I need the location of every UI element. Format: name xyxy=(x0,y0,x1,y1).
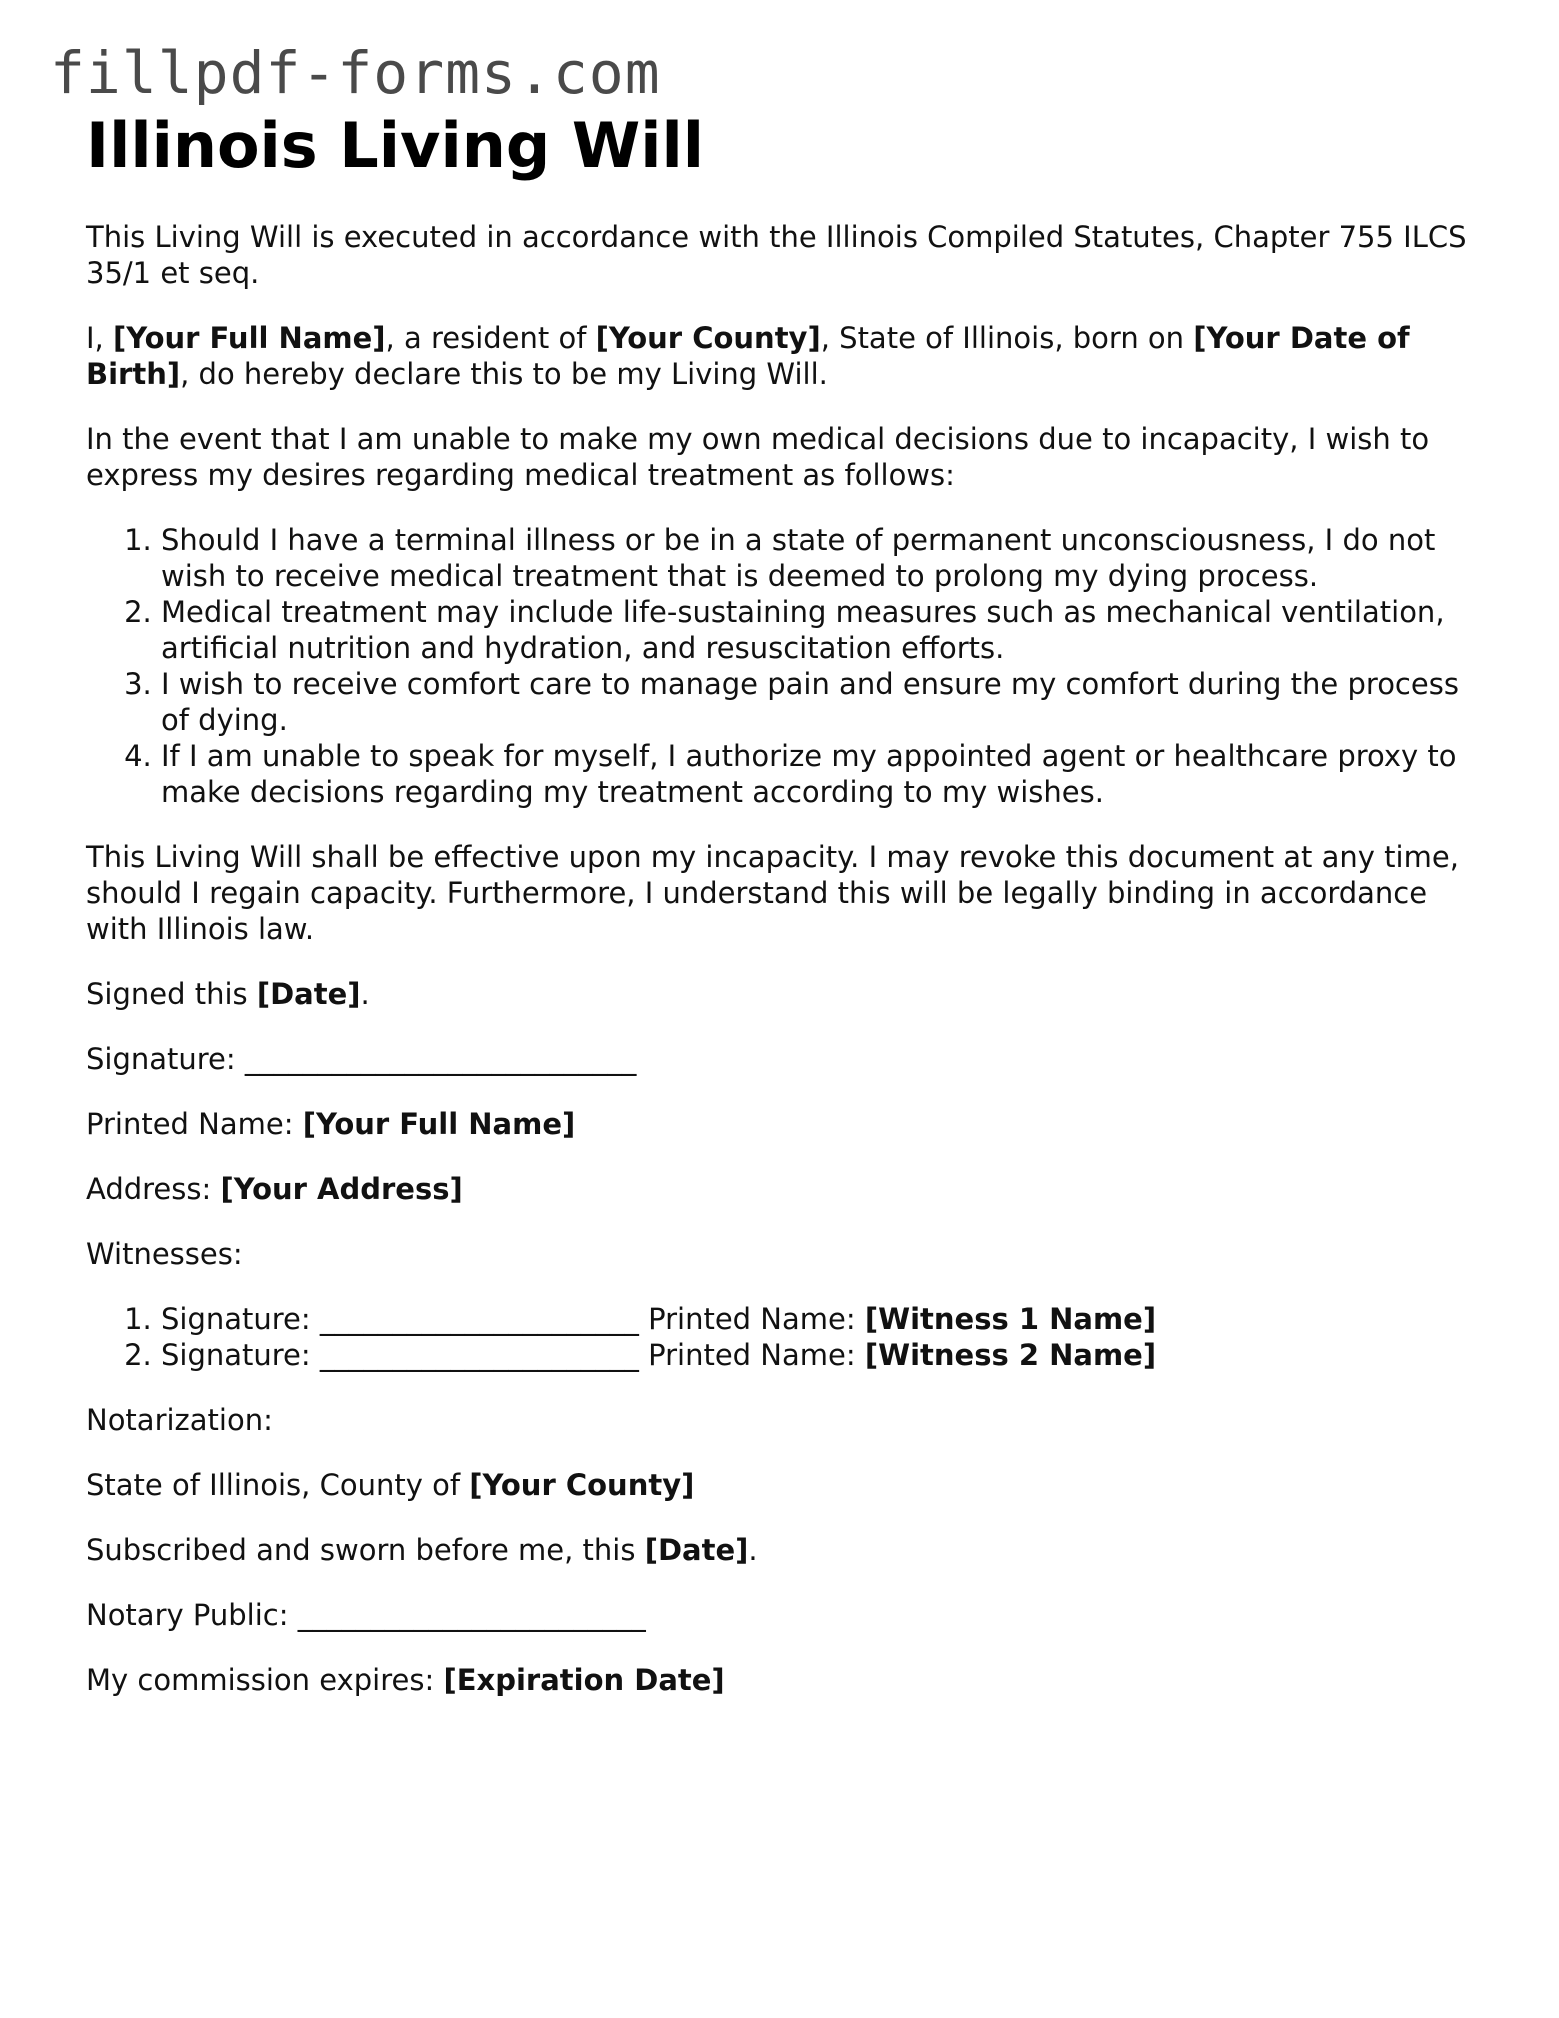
address-label: Address: xyxy=(86,1172,221,1207)
witness-name-label: Printed Name: xyxy=(638,1302,865,1337)
declaration-mid2: , State of Illinois, born on xyxy=(820,321,1194,356)
subscribed-label: Subscribed and sworn before me, this xyxy=(86,1533,645,1568)
notary-line xyxy=(86,1597,1486,1633)
signed-label: Signed this xyxy=(86,977,257,1012)
signature-label: Signature: xyxy=(86,1042,245,1077)
declaration-post: , do hereby declare this to be my Living Will. xyxy=(180,357,828,392)
address-line xyxy=(86,1171,1486,1207)
witness-signature-label: Signature: xyxy=(161,1302,320,1337)
printed-name-placeholder: [Your Full Name] xyxy=(302,1107,576,1142)
witness-item xyxy=(161,1337,1486,1373)
document-title: Illinois Living Will xyxy=(86,109,704,182)
desire-item: 1. Should I have a terminal illness or be in a state of permanent unconsciousness, I do not wish to receive medical treatment that is deemed to prolong my dying process. xyxy=(161,522,1486,594)
effective-paragraph: This Living Will shall be effective upon my incapacity. I may revoke this document at any time, should I regain capacity. Furthermore, I understand this will be legally binding in accordance with Illinois law. xyxy=(86,840,1459,947)
desires-list xyxy=(86,522,1486,810)
signature-blank[interactable]: ___________________________ xyxy=(244,1042,637,1077)
signed-suffix: . xyxy=(360,977,370,1012)
subscribed-date-placeholder: [Date] xyxy=(644,1533,749,1568)
desire-item: 3. I wish to receive comfort care to manage pain and ensure my comfort during the process of dying. xyxy=(161,666,1486,738)
state-county-line xyxy=(86,1467,1486,1503)
witness-name-placeholder: [Witness 2 Name] xyxy=(864,1338,1157,1373)
address-placeholder: [Your Address] xyxy=(220,1172,463,1207)
expiration-date-placeholder: [Expiration Date] xyxy=(443,1663,725,1698)
state-county-label: State of Illinois, County of xyxy=(86,1468,470,1503)
commission-label: My commission expires: xyxy=(86,1663,444,1698)
document-page xyxy=(86,110,1486,1727)
full-name-placeholder: [Your Full Name] xyxy=(113,321,386,356)
signature-line xyxy=(86,1041,1486,1077)
notarization-label: Notarization: xyxy=(86,1403,273,1438)
witness-name-label: Printed Name: xyxy=(638,1338,865,1373)
witness-item xyxy=(161,1301,1486,1337)
subscribed-line xyxy=(86,1532,1486,1568)
signed-date-placeholder: [Date] xyxy=(256,977,361,1012)
printed-name-label: Printed Name: xyxy=(86,1107,303,1142)
intro-paragraph: This Living Will is executed in accordance with the Illinois Compiled Statutes, Chapter 755 ILCS 35/1 et seq. xyxy=(86,220,1467,291)
watermark: fillpdf-forms.com xyxy=(50,39,661,107)
witnesses-list xyxy=(86,1301,1486,1373)
commission-line xyxy=(86,1662,1486,1698)
dob-placeholder: [Your Date of Birth] xyxy=(86,321,1410,392)
witness-name-placeholder: [Witness 1 Name] xyxy=(864,1302,1157,1337)
signed-line xyxy=(86,976,1486,1012)
printed-name-line xyxy=(86,1106,1486,1142)
desire-item: 4. If I am unable to speak for myself, I authorize my appointed agent or healthcare proxy to make decisions regarding my treatment according to my wishes. xyxy=(161,738,1486,810)
witnesses-label: Witnesses: xyxy=(86,1237,243,1272)
subscribed-suffix: . xyxy=(748,1533,758,1568)
witness-signature-label: Signature: xyxy=(161,1338,320,1373)
notary-signature-blank[interactable]: ________________________ xyxy=(297,1598,646,1633)
county-placeholder: [Your County] xyxy=(595,321,821,356)
notary-label: Notary Public: xyxy=(86,1598,298,1633)
desire-item: 2. Medical treatment may include life-sustaining measures such as mechanical ventilation, artificial nutrition and hydration, and resuscitation efforts. xyxy=(161,594,1486,666)
notary-county-placeholder: [Your County] xyxy=(469,1468,695,1503)
desires-intro: In the event that I am unable to make my own medical decisions due to incapacity, I wish to express my desires regarding medical treatment as follows: xyxy=(86,422,1430,493)
declaration-mid1: , a resident of xyxy=(385,321,596,356)
witness-signature-blank[interactable]: ______________________ xyxy=(319,1338,639,1373)
declaration-pre: I, xyxy=(86,321,113,356)
witness-signature-blank[interactable]: ______________________ xyxy=(319,1302,639,1337)
declaration-paragraph xyxy=(86,320,1486,392)
